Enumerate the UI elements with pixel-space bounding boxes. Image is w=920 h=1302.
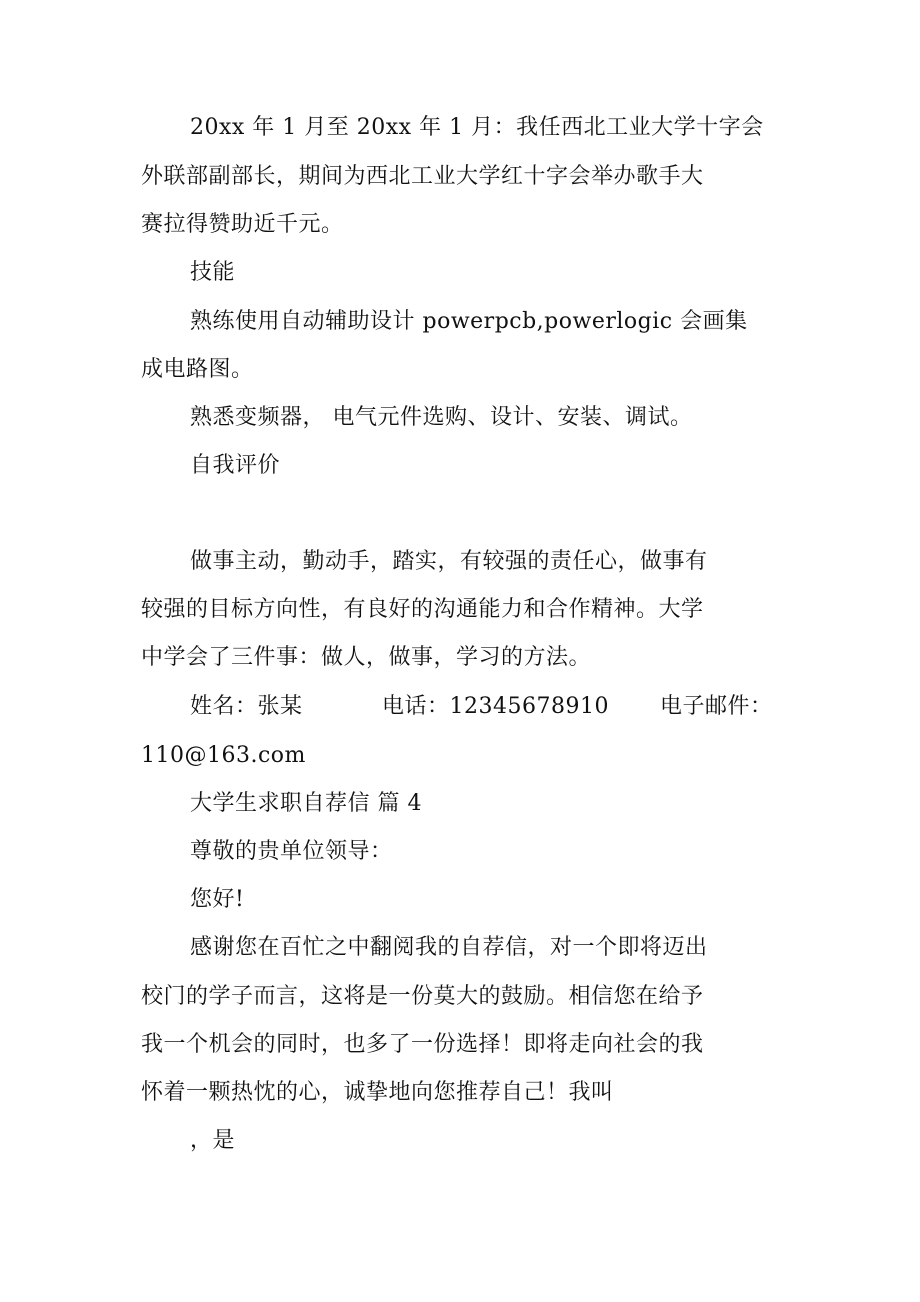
trailing-text: ，是	[190, 1128, 236, 1153]
contact-email-label: 电子邮件：	[660, 694, 773, 719]
body-line-4: 怀着一颗热忱的心，诚挚地向您推荐自己！我叫	[141, 1080, 614, 1105]
self-eval-line-2: 较强的目标方向性，有良好的沟通能力和合作精神。大学	[141, 597, 704, 622]
self-eval-heading: 自我评价	[190, 453, 281, 478]
letter-title: 大学生求职自荐信 篇 4	[190, 791, 422, 816]
skills-heading: 技能	[190, 260, 236, 285]
greeting: 您好!	[190, 887, 245, 912]
skill-1-line-1: 熟练使用自动辅助设计 powerpcb,powerlogic 会画集	[190, 309, 748, 334]
body-line-2: 校门的学子而言，这将是一份莫大的鼓励。相信您在给予	[141, 984, 704, 1009]
self-eval-line-3: 中学会了三件事：做人，做事，学习的方法。	[141, 645, 592, 670]
self-eval-line-1: 做事主动，勤动手，踏实，有较强的责任心，做事有	[190, 549, 708, 574]
body-line-3: 我一个机会的同时，也多了一份选择！即将走向社会的我	[141, 1032, 704, 1057]
body-line-1: 感谢您在百忙之中翻阅我的自荐信，对一个即将迈出	[190, 935, 708, 960]
contact-phone: 电话：12345678910	[382, 694, 609, 719]
contact-email-value: 110@163.com	[141, 743, 306, 768]
skill-2: 熟悉变频器， 电气元件选购、设计、安装、调试。	[190, 405, 693, 430]
skill-1-line-2: 成电路图。	[141, 357, 254, 382]
salutation: 尊敬的贵单位领导：	[190, 839, 393, 864]
experience-line-1: 20xx 年 1 月至 20xx 年 1 月：我任西北工业大学十字会	[190, 115, 764, 140]
experience-line-3: 赛拉得赞助近千元。	[141, 212, 344, 237]
experience-line-2: 外联部副部长，期间为西北工业大学红十字会举办歌手大	[141, 164, 704, 189]
contact-name: 姓名：张某	[190, 694, 303, 719]
